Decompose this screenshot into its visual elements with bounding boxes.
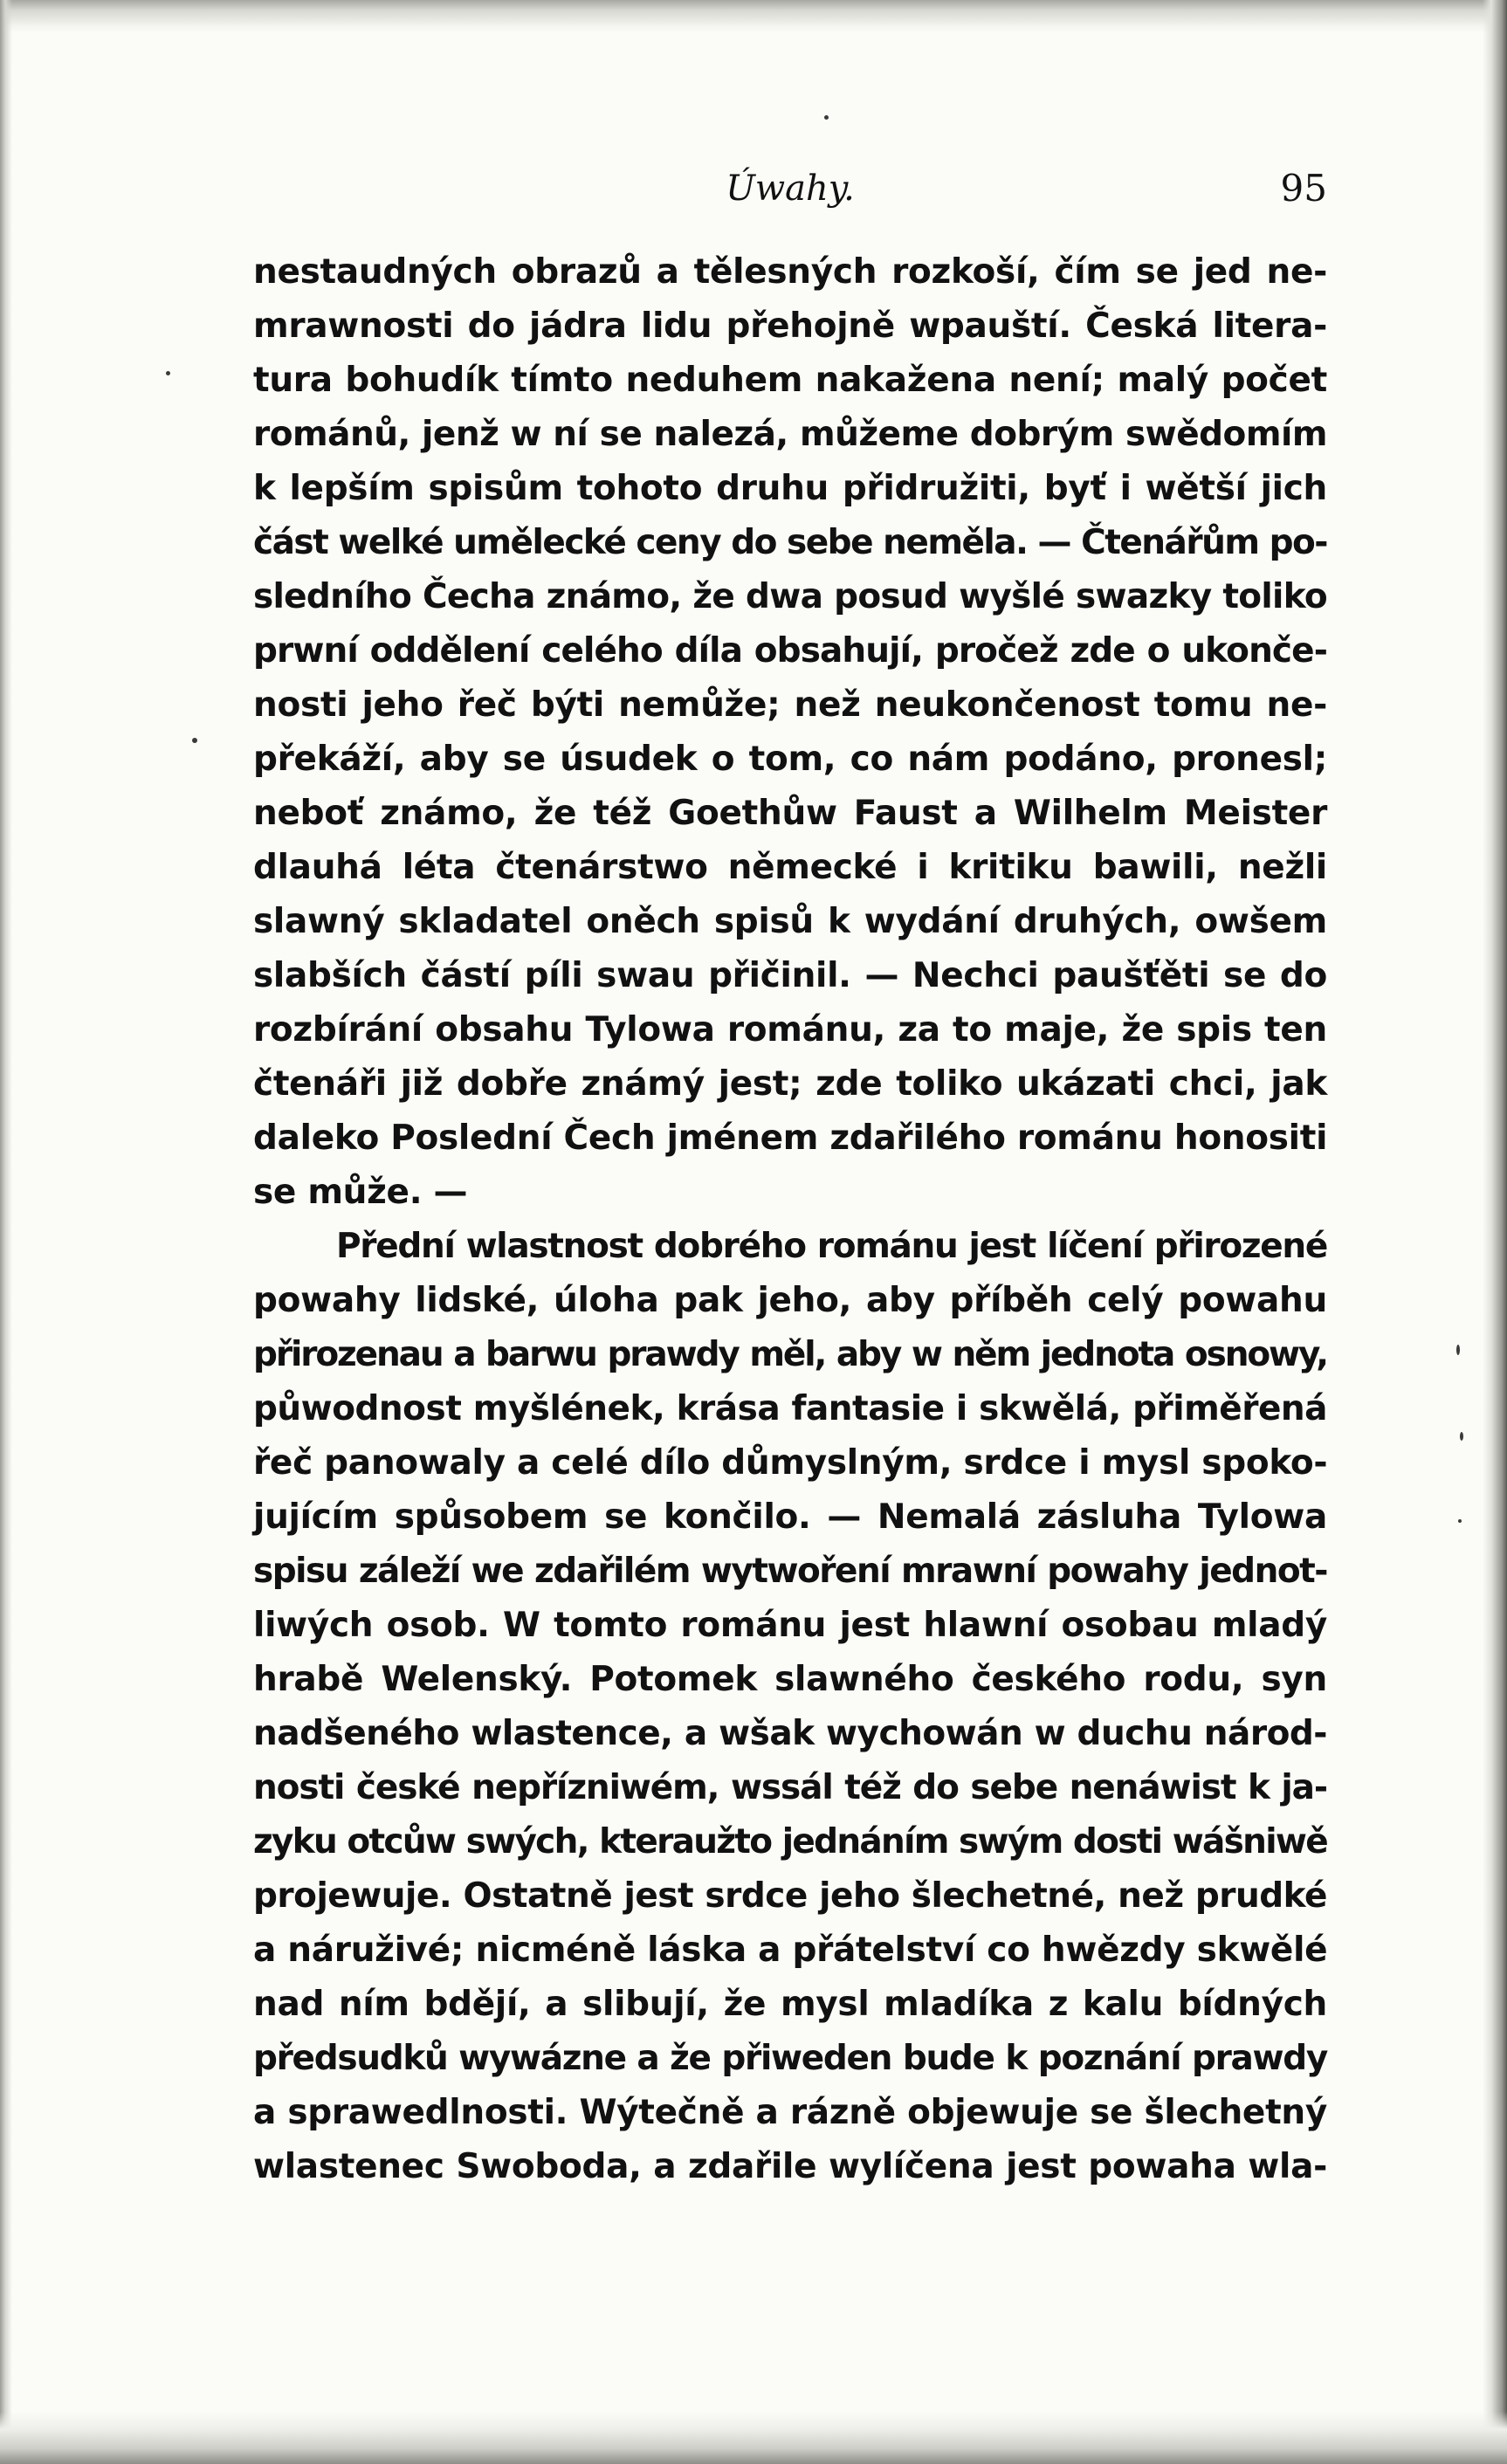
text-line: neboť známo, že též Goethůw Faust a Wilhelm Meister: [253, 794, 1327, 833]
text-line: předsudků wywázne a že přiweden bude k poznání prawdy: [253, 2039, 1327, 2078]
running-head: Úwahy.: [726, 169, 855, 209]
text-line: zyku otcůw swých, kteraužto jednáním swým dosti wášniwě: [253, 1822, 1327, 1862]
text-line: a sprawedlnosti. Wýtečně a rázně objewuje se šlechetný: [253, 2093, 1327, 2132]
scan-speck: [192, 738, 197, 743]
text-line: jujícím spůsobem se končilo. — Nemalá zásluha Tylowa: [253, 1497, 1327, 1537]
text-line: řeč panowaly a celé dílo důmyslným, srdce i mysl spoko-: [253, 1443, 1328, 1483]
text-line: nosti české nepřízniwém, wssál též do sebe nenáwist k ja-: [253, 1768, 1327, 1807]
scan-edge-left: [0, 0, 12, 2464]
text-line: překáží, aby se úsudek o tom, co nám podáno, pronesl;: [253, 740, 1327, 779]
text-line: k lepším spisům tohoto druhu přidružiti, byť i wětší jich: [253, 469, 1327, 508]
text-line: powahy lidské, úloha pak jeho, aby příběh celý powahu: [253, 1281, 1327, 1320]
text-line: půwodnost myšlének, krása fantasie i skwělá, přiměřená: [253, 1389, 1327, 1428]
text-line: románů, jenž w ní se nalezá, můžeme dobrým swědomím: [253, 415, 1327, 454]
page-number: 95: [1280, 167, 1327, 210]
text-line: tura bohudík tímto neduhem nakažena není; malý počet: [253, 361, 1327, 400]
text-line: přirozenau a barwu prawdy měl, aby w něm jednota osnowy,: [253, 1335, 1327, 1374]
text-line: nestaudných obrazů a tělesných rozkoší, čím se jed ne-: [253, 252, 1327, 292]
text-line: mrawnosti do jádra lidu přehojně wpauští. Česká litera-: [253, 306, 1327, 346]
text-line: liwých osob. W tomto románu jest hlawní osobau mladý: [253, 1606, 1327, 1645]
scan-speck: [166, 371, 170, 375]
body-text: [253, 245, 1327, 2194]
page-header: [253, 162, 1327, 215]
scan-speck: [1456, 1345, 1460, 1355]
text-line: a náruživé; nicméně láska a přátelství co hwězdy skwělé: [253, 1931, 1328, 1970]
text-line: spisu záleží we zdařilém wytwoření mrawní powahy jednot-: [253, 1552, 1327, 1591]
text-line: nad ním bdějí, a slibují, že mysl mladíka z kalu bídných: [253, 1985, 1327, 2024]
text-line: část welké umělecké ceny do sebe neměla. — Čtenářům po-: [253, 523, 1327, 562]
scan-edge-top: [0, 0, 1507, 33]
text-line: daleko Poslední Čech jménem zdařilého románu honositi: [253, 1118, 1328, 1158]
text-line: prwní oddělení celého díla obsahují, pročež zde o ukonče-: [253, 631, 1327, 671]
scan-speck: [1458, 1519, 1462, 1523]
text-line: dlauhá léta čtenárstwo německé i kritiku bawili, nežli: [253, 848, 1327, 887]
scan-speck: [824, 115, 829, 120]
text-line: slabších částí píli swau přičinil. — Nechci paušťěti se do: [253, 956, 1327, 995]
text-line: hrabě Welenský. Potomek slawného českého rodu, syn: [253, 1660, 1327, 1699]
text-line: projewuje. Ostatně jest srdce jeho šlechetné, než prudké: [253, 1876, 1327, 1916]
scan-edge-right: [1483, 0, 1507, 2464]
scan-speck: [1460, 1432, 1463, 1441]
text-line: nosti jeho řeč býti nemůže; než neukončenost tomu ne-: [253, 685, 1327, 725]
text-line: rozbírání obsahu Tylowa románu, za to maje, že spis ten: [253, 1010, 1327, 1050]
paragraph: [253, 245, 1327, 1220]
scan-edge-bottom: [0, 2412, 1507, 2464]
text-line: slawný skladatel oněch spisů k wydání druhých, owšem: [253, 902, 1327, 941]
text-line: se může. —: [253, 1173, 468, 1212]
text-line: Přední wlastnost dobrého románu jest líčení přirozené: [336, 1227, 1327, 1266]
text-line: wlastenec Swoboda, a zdařile wylíčena jest powaha wla-: [253, 2147, 1327, 2186]
paragraph: [253, 1220, 1327, 2194]
text-line: nadšeného wlastence, a wšak wychowán w duchu národ-: [253, 1714, 1327, 1753]
text-line: čtenáři již dobře známý jest; zde toliko ukázati chci, jak: [253, 1064, 1327, 1104]
text-line: sledního Čecha známo, že dwa posud wyšlé swazky toliko: [253, 577, 1327, 616]
